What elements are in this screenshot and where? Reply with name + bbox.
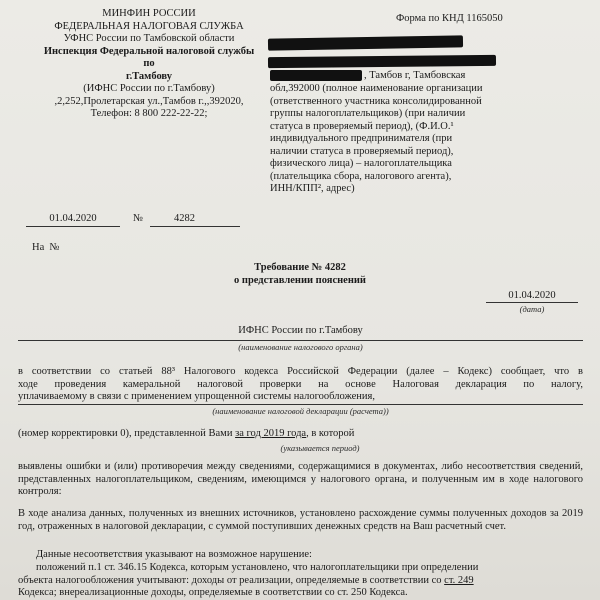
title-line: Требование № 4282: [254, 262, 346, 273]
authority-phone: Телефон: 8 800 222-22-22;: [90, 108, 208, 119]
paragraph-analysis: В ходе анализа данных, полученных из внешних источников, установлено расхождение суммы полученных доходов за 2019 год, отраженных в налоговой декларации, с суммой поступивших денежных средств на Ваш расчетный счет.: [18, 508, 583, 532]
date-underline: [26, 226, 120, 227]
paragraph-discrepancies: выявлены ошибки и (или) противоречия между сведениями, содержащимися в документах, либо несоответствия сведений, представленных налогоплательщиком, сведениям, имеющимся у налогового органа, и полученным им в ходе налогового контроля:: [18, 461, 583, 497]
title-subline: о представлении пояснений: [234, 274, 366, 286]
correction-text: , в которой: [306, 428, 355, 439]
authority-short-name: (ИФНС России по г.Тамбову): [83, 83, 215, 94]
recipient-line: индивидуального предпринимателя (при: [270, 133, 453, 144]
paragraph-line: уплачиваемому в связи с применением упрощенной системы налогообложения,: [18, 391, 375, 402]
paragraph-line: [18, 575, 583, 588]
declaration-caption: (наименование налоговой декларации (расчета)): [212, 406, 389, 416]
paragraph-line: Кодекса; внереализационные доходы, определяемые в соответствии со ст. 250 Кодекса.: [18, 587, 408, 598]
recipient-line: наличии статуса в проверяемый период),: [270, 145, 454, 157]
recipient-line: физического лица) – налогоплательщика: [270, 158, 452, 169]
authority-ministry: МИНФИН РОССИИ: [102, 8, 196, 19]
paragraph-text: объекта налогообложения учитывают: доходы от реализации, определяемые в соответствии со: [18, 574, 442, 586]
authority-inspection: Инспекция Федеральной налоговой службы по: [43, 45, 255, 69]
paragraph-violation: [18, 562, 583, 600]
paragraph-declaration: [18, 366, 583, 404]
redaction-bar: [268, 55, 496, 68]
outgoing-number: 4282: [174, 213, 195, 224]
period-caption: (указывается период): [280, 443, 360, 453]
tax-authority-name: ИФНС России по г.Тамбову: [238, 325, 363, 336]
outgoing-number-label: №: [133, 213, 144, 224]
article-link[interactable]: ст. 249: [444, 574, 474, 586]
authority-block: [40, 8, 258, 121]
paragraph-line: положений п.1 ст. 346.15 Кодекса, которым установлено, что налогоплательщики при определении: [36, 562, 479, 573]
form-code: Форма по КНД 1165050: [396, 13, 503, 24]
recipient-line: статуса в проверяемый период), (Ф.И.О.¹: [270, 120, 454, 132]
recipient-line: ИНН/КПП², адрес): [270, 183, 355, 194]
recipient-line: группы налогоплательщиков) (при наличии: [270, 108, 466, 119]
recipient-block: [270, 83, 520, 196]
paragraph-violation-intro: Данные несоответствия указывают на возможное нарушение:: [36, 549, 312, 560]
number-underline: [150, 226, 240, 227]
authority-caption: (наименование налогового органа): [238, 342, 363, 352]
redaction-bar: [268, 35, 463, 50]
paragraph-correction: [18, 428, 583, 441]
recipient-line: обл,392000 (полное наименование организации: [270, 83, 483, 94]
reply-reference: На №: [32, 242, 60, 253]
paragraph-line: ходе проведения камеральной налоговой проверки на основе Налоговая декларация по налогу,: [18, 378, 583, 390]
authority-address: ,2,252,Пролетарская ул.,Тамбов г.,,392020,: [54, 95, 244, 107]
correction-text: (номер корректировки 0), представленной Вами: [18, 428, 233, 439]
recipient-line: (ответственного участника консолидированной: [270, 95, 482, 107]
requirement-date: 01.04.2020: [508, 290, 556, 301]
period-value: за год 2019 года: [235, 428, 307, 439]
recipient-line: (плательщика сбора, налогового агента),: [270, 170, 452, 182]
outgoing-date: 01.04.2020: [49, 213, 97, 224]
document-title: [150, 262, 450, 287]
redaction-bar: [270, 70, 362, 81]
authority-regional: УФНС России по Тамбовской области: [63, 33, 235, 44]
paragraph-line: в соответствии со статьей 88³ Налогового кодекса Российской Федерации (далее – Кодекс) сообщает, что в: [18, 366, 583, 377]
date-caption: (дата): [519, 304, 545, 314]
authority-city: г.Тамбову: [125, 70, 172, 82]
authority-service: ФЕДЕРАЛЬНАЯ НАЛОГОВАЯ СЛУЖБА: [54, 20, 244, 32]
recipient-address: , Тамбов г, Тамбовская: [364, 70, 466, 81]
